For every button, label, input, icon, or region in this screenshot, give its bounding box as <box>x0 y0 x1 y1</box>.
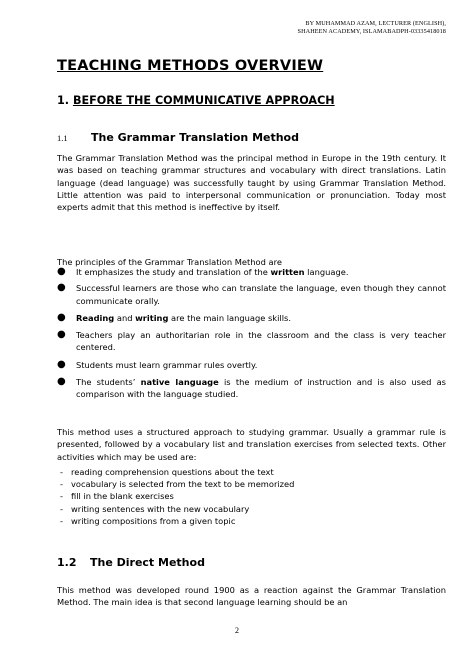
subsection-1-2-title: The Direct Method <box>90 556 205 569</box>
bullet-icon: ● <box>57 282 66 294</box>
bullet-icon: ● <box>57 311 66 323</box>
list-item: ● Reading and writing are the main language skills. <box>57 311 291 323</box>
page-header <box>216 20 446 36</box>
subsection-1-2-heading <box>57 556 205 569</box>
list-item: - vocabulary is selected from the text to be memorized <box>60 479 295 490</box>
bullet-icon: ● <box>57 329 66 341</box>
grammar-translation-paragraph: The Grammar Translation Method was the principal method in Europe in the 19th century. It was based on teaching grammar structures and vocabulary with direct translations. Latin language (dead language) was successfully taught by using Grammar Translation Method. Little attention was paid to interpersonal communication or pronunciation. Today most experts admit that this method is ineffective by itself. <box>57 153 446 213</box>
page-title: TEACHING METHODS OVERVIEW <box>57 58 324 74</box>
principles-intro: The principles of the Grammar Translation Method are <box>57 257 282 267</box>
section-1-title: BEFORE THE COMMUNICATIVE APPROACH <box>72 94 335 107</box>
subsection-1-1-heading <box>57 126 299 145</box>
subsection-1-1-title: The Grammar Translation Method <box>91 131 299 144</box>
structured-approach-paragraph: This method uses a structured approach to studying grammar. Usually a grammar rule is presented, followed by a vocabulary list and translation exercises from selected texts. Other activities which may be used are: <box>57 427 446 462</box>
list-item: - writing compositions from a given topic <box>60 515 236 526</box>
list-item: - writing sentences with the new vocabulary <box>60 503 250 514</box>
list-item: - reading comprehension questions about the text <box>60 467 274 477</box>
list-item: ● Successful learners are those who can translate the language, even though they cannot communicate orally. <box>57 282 446 306</box>
principles-list <box>57 266 446 401</box>
page-number: 2 <box>235 626 239 635</box>
list-item: ● Students must learn grammar rules overtly. <box>57 358 258 370</box>
bullet-icon: ● <box>57 266 66 277</box>
subsection-1-1-number: 1.1 <box>57 133 68 143</box>
section-1-heading <box>57 94 335 107</box>
list-item: ● Teachers play an authoritarian role in the classroom and the class is very teacher centered. <box>57 329 446 353</box>
activities-list <box>57 466 294 527</box>
header-line-2: SHAHEEN ACADEMY, ISLAMABADPH-03335418018 <box>297 28 446 35</box>
subsection-1-2-number: 1.2 <box>57 556 77 569</box>
list-item: ● The students’ native language is the medium of instruction and is also used as comparison with the language studied. <box>57 376 446 400</box>
section-1-number: 1. <box>57 94 70 107</box>
direct-method-paragraph: This method was developed round 1900 as a reaction against the Grammar Translation Method. The main idea is that second language learning should be an <box>57 585 446 608</box>
header-line-1: BY MUHAMMAD AZAM, LECTURER (ENGLISH), <box>305 20 446 27</box>
bullet-icon: ● <box>57 358 66 370</box>
bullet-icon: ● <box>57 376 66 388</box>
list-item: - fill in the blank exercises <box>60 491 174 502</box>
list-item: ● It emphasizes the study and translation of the written language. <box>57 266 349 277</box>
